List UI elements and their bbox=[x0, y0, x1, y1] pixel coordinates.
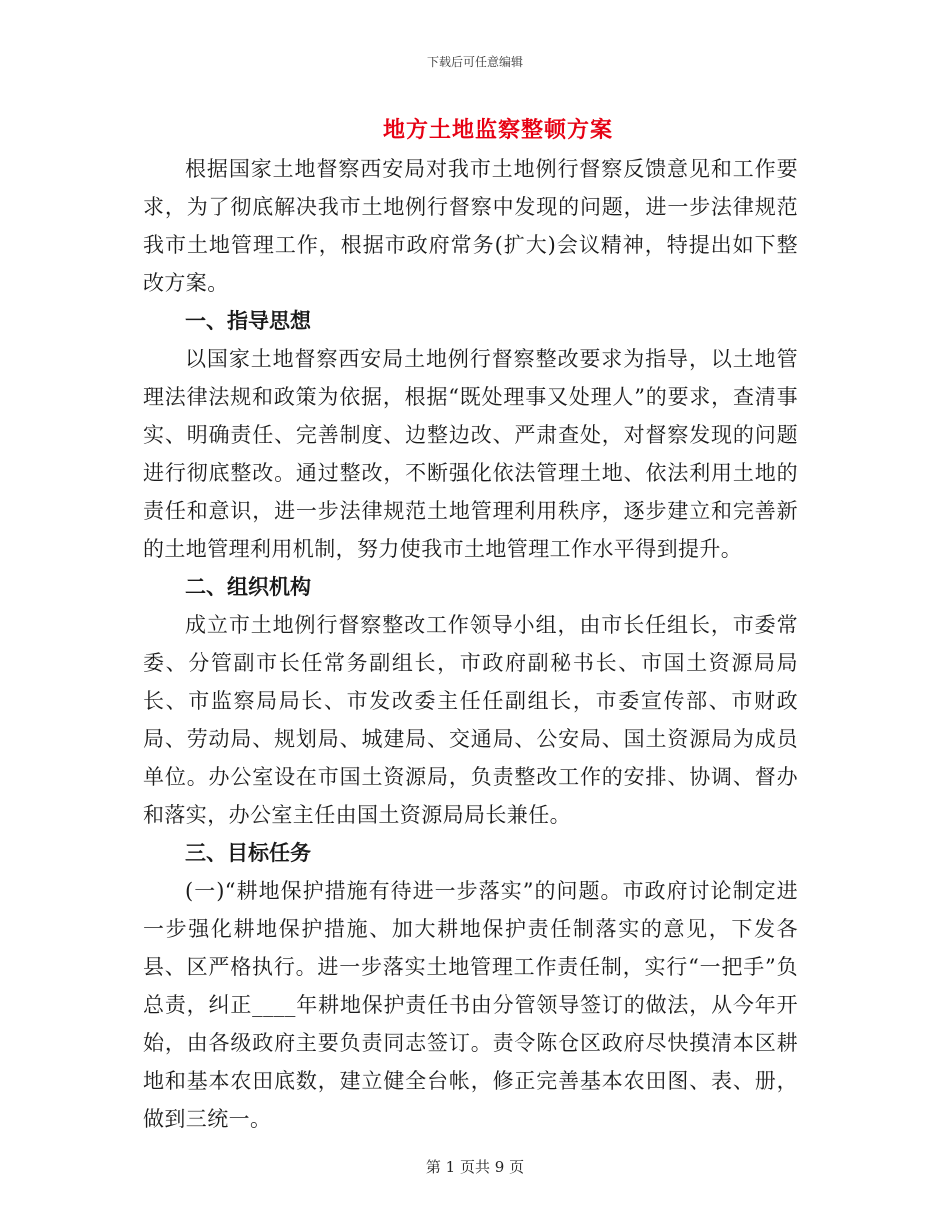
section-paragraph-objectives: (一)“耕地保护措施有待进一步落实”的问题。市政府讨论制定进一步强化耕地保护措施、加大耕地保护责任制落实的意见，下发各县、区严格执行。进一步落实土地管理工作责任制，实行“一把手”负总责，纠正____年耕地保护责任书由分管领导签订的做法，从今年开始，由各级政府主要负责同志签订。责令陈仓区政府尽快摸清本区耕地和基本农田底数，建立健全台帐，修正完善基本农田图、表、册，做到三统一。 bbox=[143, 879, 798, 1131]
section-heading-organization: 二、组织机构 bbox=[185, 574, 311, 599]
section-paragraph-organization: 成立市土地例行督察整改工作领导小组，由市长任组长，市委常委、分管副市长任常务副组长，市政府副秘书长、市国土资源局局长、市监察局局长、市发改委主任任副组长，市委宣传部、市财政局、劳动局、规划局、城建局、交通局、公安局、国土资源局为成员单位。办公室设在市国土资源局，负责整改工作的安排、协调、督办和落实，办公室主任由国土资源局局长兼任。 bbox=[143, 613, 798, 827]
document-title: 地方土地监察整顿方案 bbox=[382, 117, 613, 143]
document-body bbox=[143, 150, 798, 1138]
header-note: 下载后可任意编辑 bbox=[426, 55, 523, 69]
section-paragraph-guiding-ideology: 以国家土地督察西安局土地例行督察整改要求为指导，以土地管理法律法规和政策为依据，根据“既处理事又处理人”的要求，查清事实、明确责任、完善制度、边整边改、严肃查处，对督察发现的问题进行彻底整改。通过整改，不断强化依法管理土地、依法利用土地的责任和意识，进一步法律规范土地管理利用秩序，逐步建立和完善新的土地管理利用机制，努力使我市土地管理工作水平得到提升。 bbox=[143, 347, 798, 561]
page-number: 第 1 页共 9 页 bbox=[425, 1158, 525, 1176]
intro-paragraph: 根据国家土地督察西安局对我市土地例行督察反馈意见和工作要求，为了彻底解决我市土地例行督察中发现的问题，进一步法律规范我市土地管理工作，根据市政府常务(扩大)会议精神，特提出如下整改方案。 bbox=[143, 157, 798, 295]
section-heading-guiding-ideology: 一、指导思想 bbox=[185, 308, 311, 333]
section-heading-objectives: 三、目标任务 bbox=[185, 840, 311, 865]
